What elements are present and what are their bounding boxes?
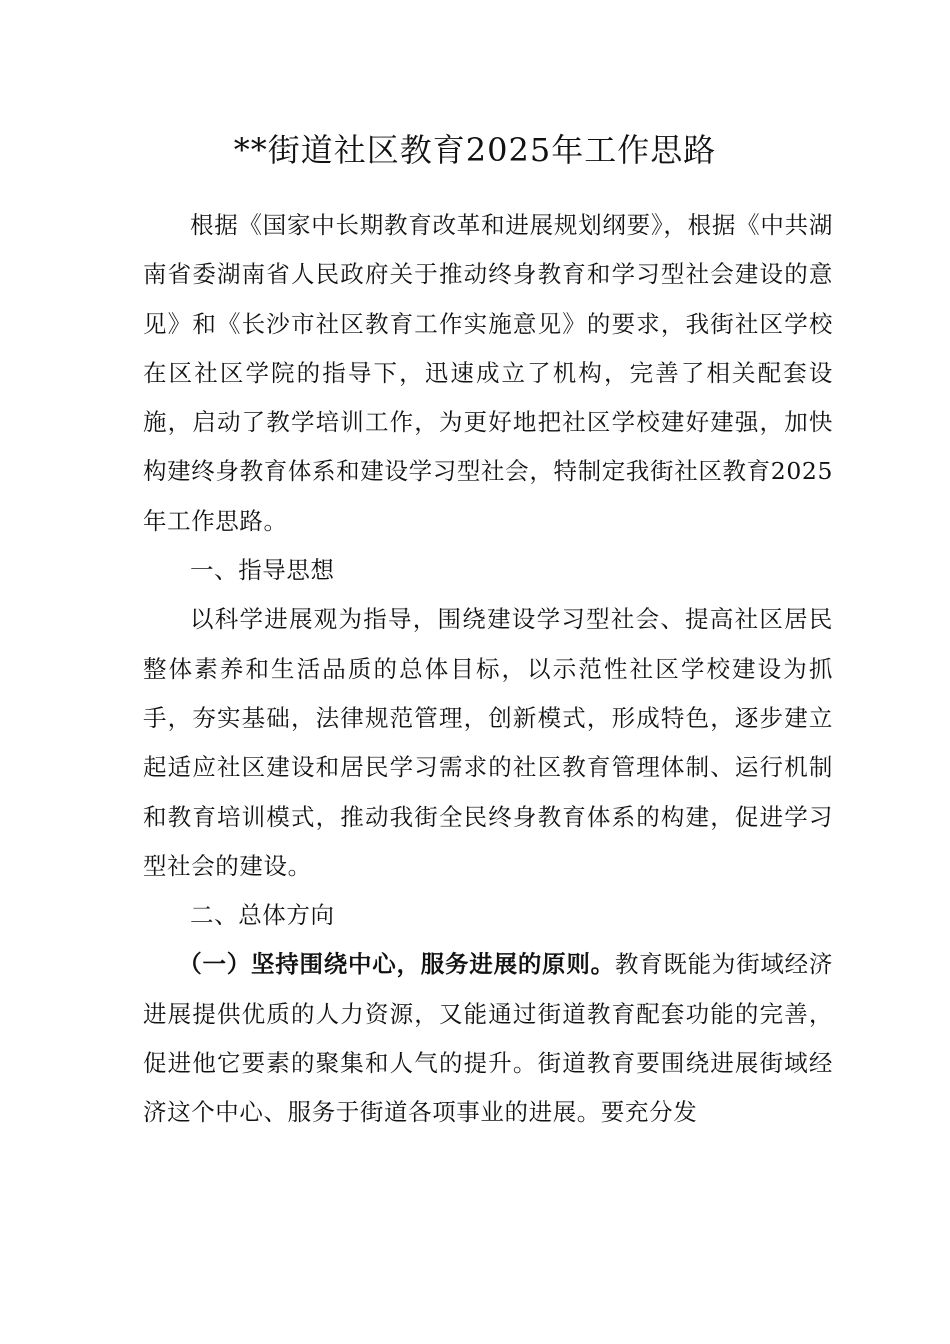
- section-heading-guiding-thought: 一、指导思想: [190, 556, 335, 585]
- document-title: **街道社区教育2025年工作思路: [233, 131, 717, 169]
- intro-paragraph: 根据《国家中长期教育改革和进展规划纲要》，根据《中共湖南省委湖南省人民政府关于推动终身教育和学习型社会建设的意见》和《长沙市社区教育工作实施意见》的要求，我街社区学校在区社区学院的指导下，迅速成立了机构，完善了相关配套设施，启动了教学培训工作，为更好地把社区学校建好建强，加快构建终身教育体系和建设学习型社会，特制定我街社区教育2025年工作思路。: [143, 211, 833, 535]
- guiding-thought-paragraph: 以科学进展观为指导，围绕建设学习型社会、提高社区居民整体素养和生活品质的总体目标，以示范性社区学校建设为抓手，夯实基础，法律规范管理，创新模式，形成特色，逐步建立起适应社区建设和居民学习需求的社区教育管理体制、运行机制和教育培训模式，推动我街全民终身教育体系的构建，促进学习型社会的建设。: [143, 605, 833, 880]
- principle-one-lead: （一）坚持围绕中心，服务进展的原则。: [178, 950, 615, 979]
- document-body: [143, 201, 833, 1138]
- principle-one-paragraph: [143, 940, 833, 1137]
- principle-one-text: 教育既能为街域经济进展提供优质的人力资源，又能通过街道教育配套功能的完善，促进他它要素的聚集和人气的提升。街道教育要围绕进展街域经济这个中心、服务于街道各项事业的进展。要充分发: [143, 950, 833, 1127]
- section-heading-general-direction: 二、总体方向: [190, 901, 335, 930]
